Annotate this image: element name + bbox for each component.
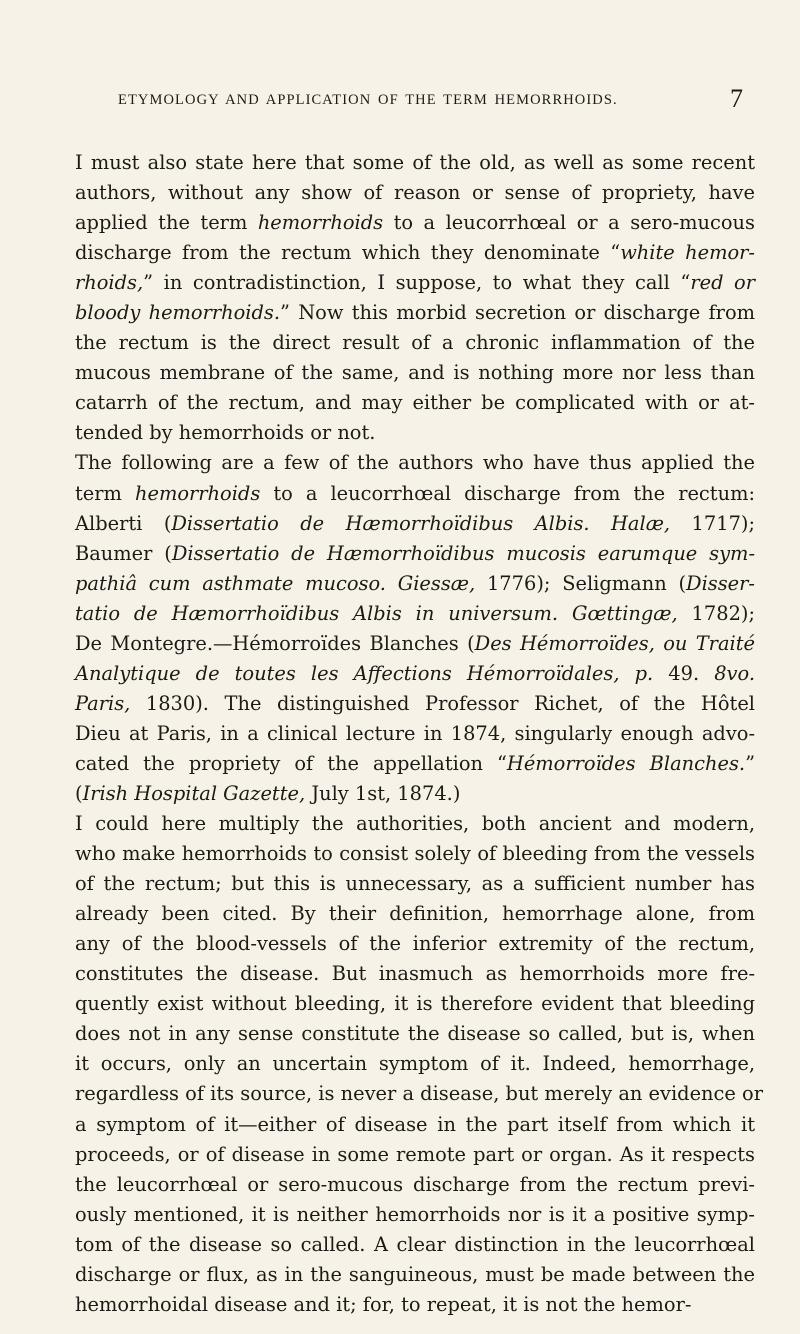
paragraph — [75, 148, 755, 448]
italic-run: Paris, — [75, 691, 131, 715]
text-run: discharge or flux, as in the sanguineous, must be made between the — [75, 1262, 755, 1286]
running-head — [0, 84, 800, 118]
text-run: ” Now this morbid secretion or discharge from — [280, 301, 756, 325]
text-line — [75, 1110, 755, 1140]
text-run: 1776); Seligmann ( — [475, 571, 687, 595]
text-run: term — [75, 481, 135, 505]
text-line — [75, 989, 755, 1019]
italic-run: 8vo. — [714, 661, 755, 685]
text-run: discharge from the rectum which they denominate “ — [75, 241, 621, 265]
text-line — [75, 388, 755, 418]
text-line — [75, 328, 755, 358]
text-run: regardless of its source, is never a disease, but merely an evidence or — [75, 1082, 763, 1106]
text-run: any of the blood-vessels of the inferior extremity of the rectum, — [75, 932, 755, 956]
text-line — [75, 659, 755, 689]
text-run: of the rectum; but this is unnecessary, as a sufficient number has — [75, 872, 755, 896]
text-run: already been cited. By their definition, hemorrhage alone, from — [75, 902, 755, 926]
text-line — [75, 148, 755, 178]
text-line — [75, 959, 755, 989]
text-line — [75, 1140, 755, 1170]
text-run: who make hemorrhoids to consist solely of bleeding from the vessels — [75, 842, 755, 866]
text-line — [75, 839, 755, 869]
italic-run: Hémorroïdes Blanches. — [506, 751, 746, 775]
text-run: to a leucorrhœal discharge from the rectum: — [260, 481, 755, 505]
text-run: 1830). The distinguished Professor Richet, of the Hôtel — [130, 691, 755, 715]
text-run: 49. — [653, 661, 715, 685]
text-run: 1782); — [677, 601, 756, 625]
text-run: the leucorrhœal or sero-mucous discharge from the rectum previ- — [75, 1172, 755, 1196]
paragraph — [75, 448, 755, 809]
text-line — [75, 178, 755, 208]
text-run: De Montegre.—Hémorroïdes Blanches ( — [75, 631, 475, 655]
text-run: proceeds, or of disease in some remote part or organ. As it respects — [75, 1142, 755, 1166]
text-line — [75, 358, 755, 388]
text-line — [75, 509, 755, 539]
page-number: 7 — [730, 84, 743, 113]
body-text — [75, 148, 763, 1320]
text-line — [75, 1230, 755, 1260]
text-line — [75, 1200, 755, 1230]
text-run: does not in any sense constitute the disease so called, but is, when — [75, 1022, 755, 1046]
text-run: quently exist without bleeding, it is therefore evident that bleeding — [75, 992, 755, 1016]
text-run: a symptom of it—either of disease in the part itself from which it — [75, 1112, 755, 1136]
text-line — [75, 569, 755, 599]
text-line — [75, 689, 755, 719]
text-line — [75, 809, 755, 839]
text-line — [75, 1049, 755, 1079]
italic-run: hemorrhoids — [257, 211, 384, 235]
text-line — [75, 719, 755, 749]
italic-run: bloody hemorrhoids. — [75, 301, 281, 325]
text-line — [75, 479, 755, 509]
text-line — [75, 599, 755, 629]
text-line — [75, 869, 755, 899]
text-line — [75, 749, 755, 779]
text-run: authors, without any show of reason or sense of propriety, have — [75, 181, 755, 205]
text-run: July 1st, 1874.) — [305, 781, 461, 805]
text-run: the rectum is the direct result of a chronic inflammation of the — [75, 331, 755, 355]
text-line — [75, 268, 755, 298]
text-line — [75, 238, 755, 268]
text-run: applied the term — [75, 211, 258, 235]
italic-run: Dissertatio de Hæmorrhoïdibus Albis. Halæ, — [171, 511, 671, 535]
text-line — [75, 1260, 755, 1290]
italic-run: Irish Hospital Gazette, — [82, 781, 306, 805]
text-run: I must also state here that some of the old, as well as some recent — [75, 151, 755, 174]
text-run: Baumer ( — [75, 541, 172, 565]
text-line — [75, 298, 755, 328]
text-run: 1717); — [670, 511, 755, 535]
text-line — [75, 208, 755, 238]
running-head-title: ETYMOLOGY AND APPLICATION OF THE TERM HEMORRHOIDS. — [118, 92, 618, 108]
text-run: to a leucorrhœal or a sero-mucous — [383, 211, 755, 235]
italic-run: Disser- — [686, 571, 755, 595]
italic-run: tatio de Hæmorrhoïdibus Albis in universum. Gœttingæ, — [75, 601, 678, 625]
text-run: hemorrhoidal disease and it; for, to repeat, it is not the hemor- — [75, 1292, 692, 1316]
text-line — [75, 539, 755, 569]
text-line — [75, 899, 755, 929]
text-line — [75, 929, 755, 959]
paragraph — [75, 809, 763, 1320]
italic-run: red or — [690, 271, 755, 295]
text-run: catarrh of the rectum, and may either be complicated with or at- — [75, 391, 755, 415]
italic-run: Analytique de toutes les Affections Hémorroïdales, p. — [75, 661, 654, 685]
text-run: ously mentioned, it is neither hemorrhoids nor is it a positive symp- — [75, 1202, 755, 1226]
text-line — [75, 1079, 763, 1109]
italic-run: Dissertatio de Hæmorrhoïdibus mucosis earumque sym- — [171, 541, 755, 565]
italic-run: white hemor- — [620, 241, 755, 265]
text-line — [75, 448, 755, 478]
text-line — [75, 1019, 755, 1049]
text-line — [75, 418, 755, 448]
text-run: it occurs, only an uncertain symptom of it. Indeed, hemorrhage, — [75, 1052, 755, 1076]
text-run: cated the propriety of the appellation “ — [75, 751, 507, 775]
italic-run: Des Hémorroïdes, ou Traité — [474, 631, 755, 655]
text-run: ” in contradistinction, I suppose, to what they call “ — [143, 271, 691, 295]
text-run: ( — [75, 781, 83, 805]
text-line — [75, 1170, 755, 1200]
text-run: Dieu at Paris, in a clinical lecture in 1874, singularly enough advo- — [75, 721, 755, 745]
text-run: tended by hemorrhoids or not. — [75, 421, 376, 445]
text-run: constitutes the disease. But inasmuch as hemorrhoids more fre- — [75, 962, 755, 986]
text-line — [75, 1290, 755, 1320]
italic-run: hemorrhoids — [134, 481, 261, 505]
italic-run: rhoids, — [75, 271, 144, 295]
text-run: Alberti ( — [75, 511, 172, 535]
text-run: tom of the disease so called. A clear distinction in the leucorrhœal — [75, 1232, 755, 1256]
text-line — [75, 779, 755, 809]
italic-run: pathiâ cum asthmate mucoso. Giessæ, — [75, 571, 476, 595]
text-line — [75, 629, 755, 659]
text-run: I could here multiply the authorities, both ancient and modern, — [75, 812, 755, 836]
text-run: The following are a few of the authors who have thus applied the — [75, 451, 755, 475]
text-run: mucous membrane of the same, and is nothing more nor less than — [75, 361, 755, 385]
text-run: ” — [745, 751, 755, 775]
